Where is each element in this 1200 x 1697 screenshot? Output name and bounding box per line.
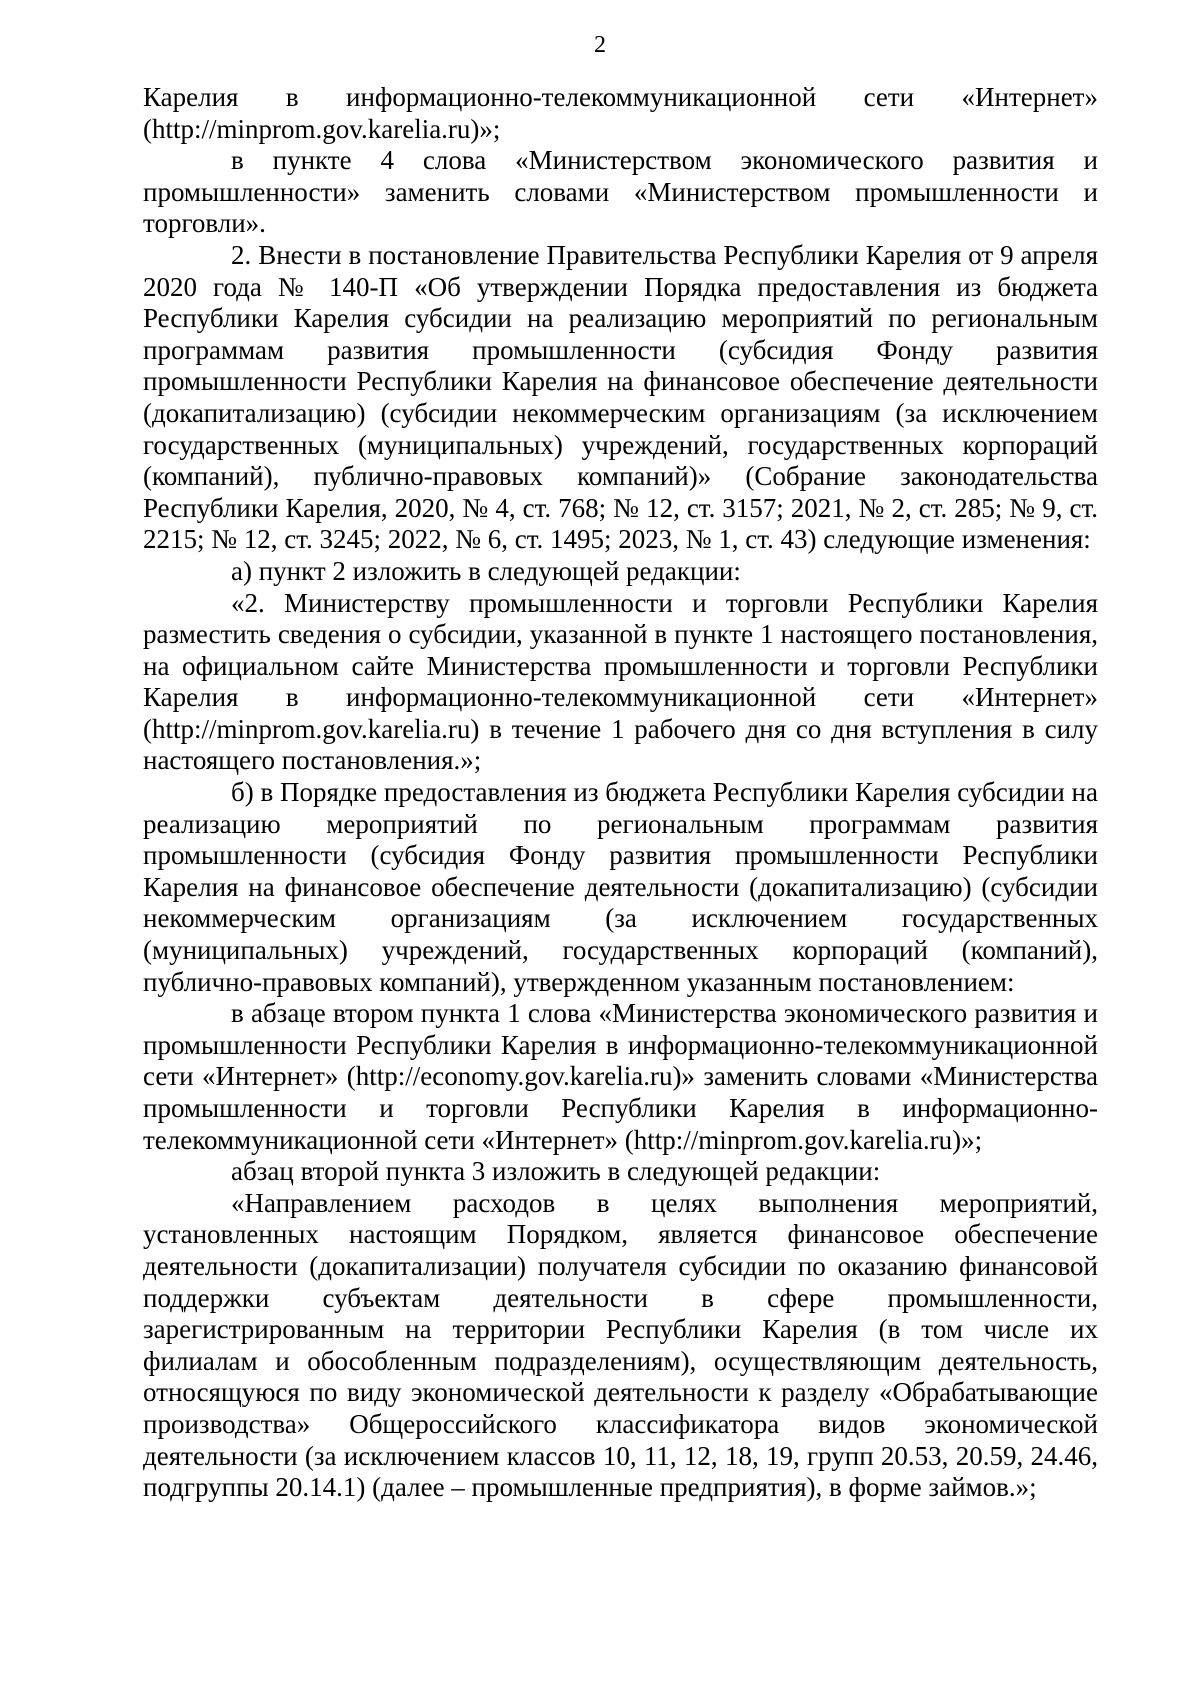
document-body [143,82,1098,1504]
paragraph-item-4-amendment: в пункте 4 слова «Министерством экономического развития и промышленности» заменить словами «Министерством промышленности и торговли». [143,145,1098,239]
page-number: 2 [594,32,606,58]
paragraph-subitem-b: б) в Порядке предоставления из бюджета Республики Карелия субсидии на реализацию мероприятий по региональным программам развития промышленности (субсидия Фонду развития промышленности Республики Карелия на финансовое обеспечение деятельности (докапитализацию) (субсидии некоммерческим организациям (за исключением государственных (муниципальных) учреждений, государственных корпораций (компаний), публично-правовых компаний), утвержденном указанным постановлением: [143,777,1098,997]
paragraph-quoted-item-2: «2. Министерству промышленности и торговли Республики Карелия разместить сведения о субсидии, указанной в пункте 1 настоящего постановления, на официальном сайте Министерства промышленности и торговли Республики Карелия в информационно-телекоммуникационной сети «Интернет» (http://minprom.gov.karelia.ru) в течение 1 рабочего дня со дня вступления в силу настоящего постановления.»; [143,587,1098,776]
paragraph-item-1-amendment: в абзаце втором пункта 1 слова «Министерства экономического развития и промышленности Республики Карелия в информационно-телекоммуникационной сети «Интернет» (http://economy.gov.karelia.ru)» заменить словами «Министерства промышленности и торговли Республики Карелия в информационно-телекоммуникационной сети «Интернет» (http://minprom.gov.karelia.ru)»; [143,998,1098,1155]
paragraph-subitem-a: а) пункт 2 изложить в следующей редакции: [231,555,741,586]
paragraph-continuation: Карелия в информационно-телекоммуникационной сети «Интернет» (http://minprom.gov.karelia.ru)»; [143,82,1098,144]
paragraph-quoted-item-3: «Направлением расходов в целях выполнения мероприятий, установленных настоящим Порядком, является финансовое обеспечение деятельности (докапитализации) получателя субсидии по оказанию финансовой поддержки субъектам деятельности в сфере промышленности, зарегистрированным на территории Республики Карелия (в том числе их филиалам и обособленным подразделениям), осуществляющим деятельность, относящуюся по виду экономической деятельности к разделу «Обрабатывающие производства» Общероссийского классификатора видов экономической деятельности (за исключением классов 10, 11, 12, 18, 19, групп 20.53, 20.59, 24.46, подгруппы 20.14.1) (далее – промышленные предприятия), в форме займов.»; [143,1187,1098,1503]
paragraph-section-2: 2. Внести в постановление Правительства Республики Карелия от 9 апреля 2020 года № 140-П «Об утверждении Порядка предоставления из бюджета Республики Карелия субсидии на реализацию мероприятий по региональным программам развития промышленности (субсидия Фонду развития промышленности Республики Карелия на финансовое обеспечение деятельности (докапитализацию) (субсидии некоммерческим организациям (за исключением государственных (муниципальных) учреждений, государственных корпораций (компаний), публично-правовых компаний)» (Собрание законодательства Республики Карелия, 2020, № 4, ст. 768; № 12, ст. 3157; 2021, № 2, ст. 285; № 9, ст. 2215; № 12, ст. 3245; 2022, № 6, ст. 1495; 2023, № 1, ст. 43) следующие изменения: [143,239,1098,555]
paragraph-item-3-intro: абзац второй пункта 3 изложить в следующей редакции: [231,1156,881,1187]
